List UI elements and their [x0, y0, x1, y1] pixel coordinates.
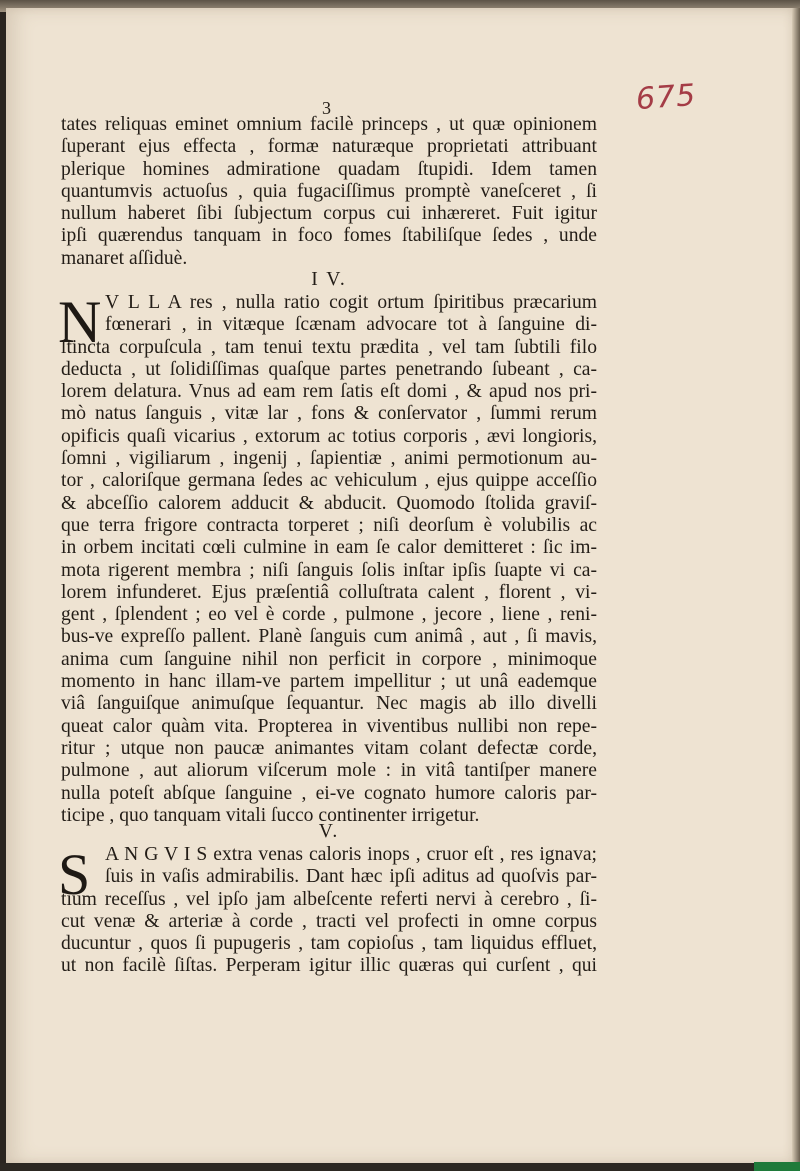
text-line: lorem infunderet. Ejus præſentiâ colluſtrata calent , florent , vi-: [61, 581, 597, 603]
text-line: fœnerari , in vitæque ſcænam advocare tot à ſanguine di-: [105, 314, 597, 336]
text-line: momento in hanc illam-ve partem impellitur ; ut unâ eademque: [61, 671, 597, 693]
text-line: ſuis in vaſis admirabilis. Dant hæc ipſi aditus ad quoſvis par-: [105, 866, 597, 888]
text-line: V L L A res , nulla ratio cogit ortum ſpiritibus præcarium: [105, 292, 597, 313]
text-line: queat calor quàm vita. Propterea in viventibus nullibi non repe-: [61, 715, 597, 737]
section-v-paragraph: [61, 844, 597, 978]
text-line: tium receſſus , vel ipſo jam albeſcente referti nervi à cerebro , ſi-: [61, 888, 597, 910]
text-line: que terra frigore contracta torperet ; niſi deorſum è volubilis ac: [61, 514, 597, 536]
text-line: bus-ve expreſſo pallent. Planè ſanguis cum animâ , aut , ſi mavis,: [61, 626, 597, 648]
text-line: ſuperant ejus effecta , formæ naturæque proprietati attribuant: [61, 136, 597, 158]
text-line: ſtincta corpuſcula , tam tenui textu prædita , vel tam ſubtili filo: [61, 336, 597, 358]
text-line: lorem delatura. Vnus ad eam rem ſatis eſt domi , & apud nos pri-: [61, 381, 597, 403]
drop-cap-n: N: [58, 289, 102, 355]
handwritten-folio-number: 675: [634, 77, 698, 118]
text-line: plerique homines admiratione quadam ſtupidi. Idem tamen: [61, 158, 597, 180]
text-line: gent , ſplendent ; eo vel è corde , pulmone , jecore , liene , reni-: [61, 604, 597, 626]
text-line: ipſi quærendus tanquam in foco fomes ſtabiliſque ſedes , unde: [61, 225, 597, 247]
text-line: in orbem incitati cœli culmine in eam ſe calor demitteret : ſic im-: [61, 537, 597, 559]
text-line: nulla poteſt abſque ſanguine , ei-ve cognato humore caloris par-: [61, 782, 597, 804]
text-line: opificis quaſi vicarius , extorum ac totius corporis , ævi longioris,: [61, 425, 597, 447]
intro-paragraph: [61, 114, 597, 270]
scan-bottom-edge: [0, 1163, 800, 1171]
page-number: 3: [322, 98, 331, 118]
section-heading-iv: I V.: [311, 269, 347, 290]
text-line: manaret aſſiduè.: [61, 247, 188, 269]
text-line: A N G V I S extra venas caloris inops , cruor eſt , res ignava;: [105, 844, 597, 865]
text-line: cut venæ & arteriæ à corde , tracti vel profecti in omne corpus: [61, 910, 597, 932]
page-fore-edge: [792, 8, 800, 1164]
section-heading-v: V.: [318, 821, 340, 842]
text-line: viâ ſanguiſque animuſque ſequantur. Nec magis ab illo divelli: [61, 693, 597, 715]
drop-cap-s: S: [58, 842, 91, 907]
text-line: ſomni , vigiliarum , ingenij , ſapientiæ , animi permotionum au-: [61, 448, 597, 470]
color-reference-tab: [754, 1162, 800, 1171]
text-line: ut non facilè ſiſtas. Perperam igitur illic quæras qui curſent , qui: [61, 955, 597, 977]
text-line: anima cum ſanguine nihil non perficit in corpore , minimoque: [61, 648, 597, 670]
text-line: mota rigerent membra ; niſi ſanguis ſolis inſtar ipſis ſuapte vi ca-: [61, 559, 597, 581]
text-line: mò natus ſanguis , vitæ lar , fons & conſervator , ſummi rerum: [61, 403, 597, 425]
text-line: tor , caloriſque germana ſedes ac vehiculum , ejus quippe acceſſio: [61, 470, 597, 492]
text-line: deducta , ut ſolidiſſimas quaſque partes penetrando ſubeant , ca-: [61, 358, 597, 380]
text-line: ritur ; utque non paucæ animantes vitam colant defectæ corde,: [61, 737, 597, 759]
text-line: ticipe , quo tanquam vitali ſucco continenter irrigetur.: [61, 804, 480, 826]
text-line: ducuntur , quos ſi pupugeris , tam copioſus , tam liquidus effluet,: [61, 933, 597, 955]
text-line: & abceſſio calorem adducit & abducit. Quomodo ſtolida graviſ-: [61, 492, 597, 514]
text-line: nullum haberet ſibi ſubjectum corpus cui inhæreret. Fuit igitur: [61, 203, 597, 225]
text-line: tates reliquas eminet omnium facilè princeps , ut quæ opinionem: [61, 114, 597, 135]
text-line: quantumvis actuoſus , quia fugaciſſimus promptè vaneſceret , ſi: [61, 180, 597, 202]
text-line: pulmone , aut aliorum viſcerum mole : in vitâ tantiſper manere: [61, 760, 597, 782]
section-iv-paragraph: [61, 292, 597, 827]
